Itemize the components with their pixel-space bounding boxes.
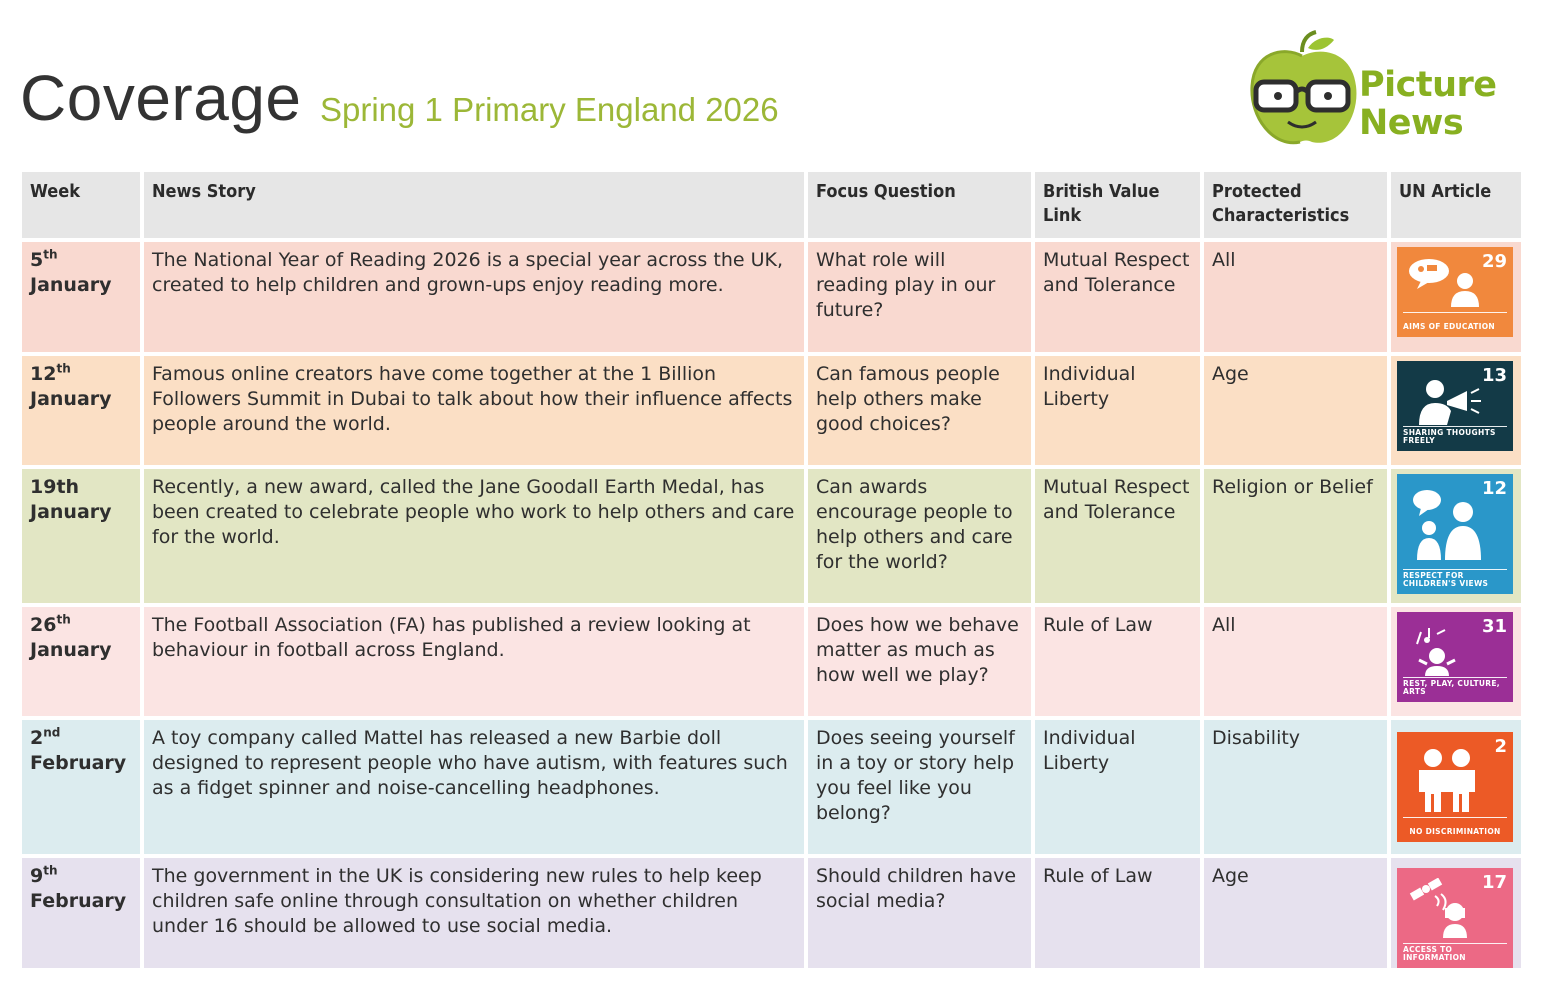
- news-story-cell: Famous online creators have come together at the 1 Billion Followers Summit in Dubai to talk about how their influence affects people around the world.: [144, 356, 804, 465]
- un-article-label: AIMS OF EDUCATION: [1403, 322, 1496, 331]
- un-article-cell: [1391, 356, 1521, 465]
- news-story-cell: The National Year of Reading 2026 is a special year across the UK, created to help children and grown-ups enjoy reading more.: [144, 242, 804, 352]
- week-month: February: [30, 890, 127, 912]
- week-day: 9: [30, 865, 44, 887]
- un-article-card: [1397, 868, 1513, 968]
- un-article-number: 12: [1481, 478, 1507, 499]
- protected-characteristic-cell: All: [1204, 242, 1387, 352]
- education-icon: [1407, 257, 1487, 313]
- un-article-label: REST, PLAY, CULTURE, ARTS: [1403, 679, 1500, 696]
- week-day: 2: [30, 727, 44, 749]
- satellite-icon: [1407, 878, 1487, 942]
- un-article-cell: [1391, 469, 1521, 603]
- week-month: January: [30, 388, 112, 410]
- week-month: January: [30, 639, 112, 661]
- news-story-cell: A toy company called Mattel has released a new Barbie doll designed to represent people who have autism, with features such as a fidget spinner and noise-cancelling headphones.: [144, 720, 804, 854]
- un-article-number: 29: [1481, 251, 1507, 272]
- page-subtitle: Spring 1 Primary England 2026: [320, 91, 779, 128]
- week-cell: [22, 720, 140, 854]
- column-header-news-story: News Story: [144, 172, 804, 238]
- week-cell: [22, 469, 140, 603]
- protected-characteristic-cell: Disability: [1204, 720, 1387, 854]
- british-value-cell: Individual Liberty: [1035, 720, 1200, 854]
- column-header-week: Week: [22, 172, 140, 238]
- un-article-label: RESPECT FOR CHILDREN'S VIEWS: [1403, 571, 1489, 588]
- week-cell: [22, 607, 140, 716]
- protected-characteristic-cell: Religion or Belief: [1204, 469, 1387, 603]
- table-row: [22, 242, 1521, 352]
- column-header-british-value: British Value Link: [1035, 172, 1200, 238]
- un-article-card: [1397, 361, 1513, 451]
- week-suffix: nd: [43, 725, 61, 740]
- week-day: 19th: [30, 476, 80, 498]
- logo-text: [1359, 66, 1497, 142]
- logo-line-1: Picture: [1359, 65, 1497, 105]
- un-article-cell: [1391, 242, 1521, 352]
- un-article-cell: [1391, 720, 1521, 854]
- week-cell: [22, 242, 140, 352]
- british-value-cell: Mutual Respect and Tolerance: [1035, 469, 1200, 603]
- un-article-card: [1397, 247, 1513, 337]
- un-article-cell: [1391, 858, 1521, 968]
- focus-question-cell: Does how we behave matter as much as how well we play?: [808, 607, 1031, 716]
- un-article-label: SHARING THOUGHTS FREELY: [1403, 428, 1496, 445]
- news-story-cell: The Football Association (FA) has published a review looking at behaviour in football across England.: [144, 607, 804, 716]
- table-header-row: [22, 172, 1521, 238]
- un-article-card: [1397, 474, 1513, 594]
- week-cell: [22, 858, 140, 968]
- children-icon: [1411, 746, 1501, 818]
- british-value-cell: Rule of Law: [1035, 858, 1200, 968]
- un-article-label: ACCESS TO INFORMATION: [1403, 945, 1466, 962]
- un-article-number: 2: [1494, 736, 1507, 757]
- music-icon: [1407, 622, 1487, 678]
- column-header-un-article: UN Article: [1391, 172, 1521, 238]
- un-article-cell: [1391, 607, 1521, 716]
- coverage-table: [18, 168, 1525, 972]
- week-day: 12: [30, 363, 57, 385]
- un-article-card: [1397, 612, 1513, 702]
- table-row: [22, 607, 1521, 716]
- un-article-label: NO DISCRIMINATION: [1409, 827, 1501, 836]
- week-suffix: th: [56, 361, 71, 376]
- focus-question-cell: Should children have social media?: [808, 858, 1031, 968]
- table-row: [22, 858, 1521, 968]
- column-header-focus-question: Focus Question: [808, 172, 1031, 238]
- week-day: 26: [30, 614, 57, 636]
- week-suffix: th: [43, 863, 58, 878]
- logo-line-2: News: [1359, 103, 1464, 143]
- british-value-cell: Rule of Law: [1035, 607, 1200, 716]
- column-header-protected: Protected Characteristics: [1204, 172, 1387, 238]
- focus-question-cell: Can famous people help others make good choices?: [808, 356, 1031, 465]
- focus-question-cell: Does seeing yourself in a toy or story help you feel like you belong?: [808, 720, 1031, 854]
- protected-characteristic-cell: Age: [1204, 356, 1387, 465]
- apple-glasses-icon: [1244, 30, 1364, 156]
- un-article-card: [1397, 732, 1513, 842]
- week-month: January: [30, 274, 112, 296]
- table-row: [22, 720, 1521, 854]
- week-suffix: th: [43, 247, 58, 262]
- table-row: [22, 356, 1521, 465]
- british-value-cell: Mutual Respect and Tolerance: [1035, 242, 1200, 352]
- protected-characteristic-cell: All: [1204, 607, 1387, 716]
- megaphone-icon: [1407, 371, 1487, 427]
- focus-question-cell: Can awards encourage people to help others and care for the world?: [808, 469, 1031, 603]
- un-article-number: 31: [1481, 616, 1507, 637]
- week-month: January: [30, 501, 112, 523]
- week-month: February: [30, 752, 127, 774]
- un-article-number: 13: [1481, 365, 1507, 386]
- protected-characteristic-cell: Age: [1204, 858, 1387, 968]
- week-day: 5: [30, 249, 44, 271]
- week-cell: [22, 356, 140, 465]
- table-row: [22, 469, 1521, 603]
- un-article-number: 17: [1481, 872, 1507, 893]
- week-suffix: th: [56, 612, 71, 627]
- news-story-cell: The government in the UK is considering new rules to help keep children safe online through consultation on whether children under 16 should be allowed to use social media.: [144, 858, 804, 968]
- focus-question-cell: What role will reading play in our future?: [808, 242, 1031, 352]
- page-title: Coverage: [20, 62, 302, 134]
- british-value-cell: Individual Liberty: [1035, 356, 1200, 465]
- picture-news-logo: [1244, 30, 1504, 156]
- news-story-cell: Recently, a new award, called the Jane Goodall Earth Medal, has been created to celebrate people who work to help others and care for the world.: [144, 469, 804, 603]
